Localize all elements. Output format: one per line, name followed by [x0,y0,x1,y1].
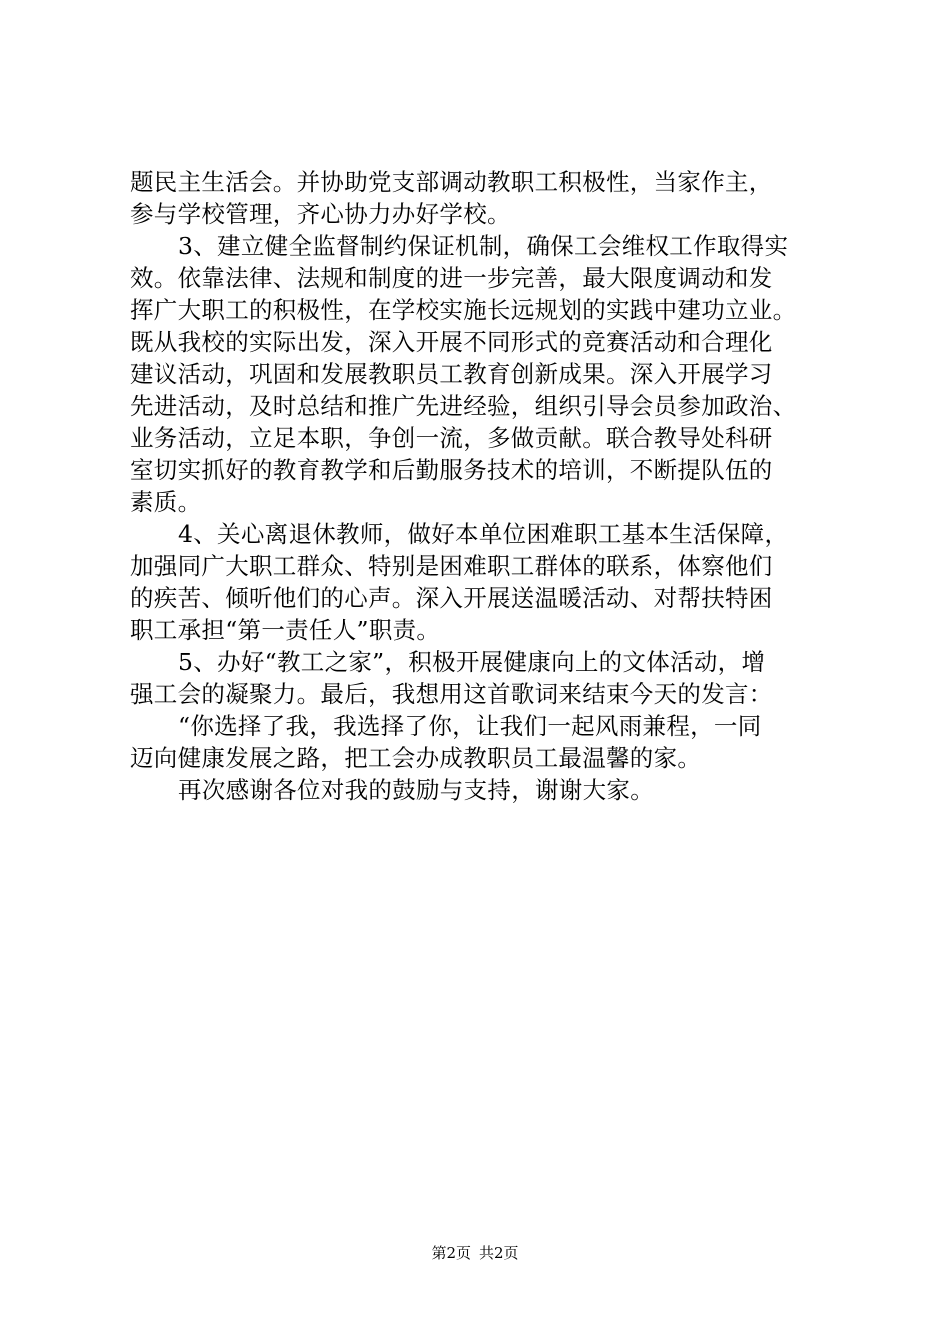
page-footer [0,1243,950,1263]
text-line: 的疾苦、倾听他们的心声。深入开展送温暖活动、对帮扶特困 [130,584,773,612]
text-line: 室切实抓好的教育教学和后勤服务技术的培训，不断提队伍的 [130,456,773,484]
text-line: 职工承担“第一责任人”职责。 [130,616,441,644]
document-body [130,166,830,806]
page-total: 共2页 [479,1244,519,1262]
text-line: 参与学校管理，齐心协力办好学校。 [130,200,511,228]
text-line: 题民主生活会。并协助党支部调动教职工积极性，当家作主， [130,168,773,196]
text-line: “你选择了我，我选择了你，让我们一起风雨兼程，一同 [178,712,762,740]
text-line: 加强同广大职工群众、特别是困难职工群体的联系，体察他们 [130,552,773,580]
text-line: 4、关心离退休教师，做好本单位困难职工基本生活保障， [178,520,789,548]
page-number: 第2页 [431,1244,471,1262]
text-line: 既从我校的实际出发，深入开展不同形式的竞赛活动和合理化 [130,328,773,356]
text-line: 先进活动，及时总结和推广先进经验，组织引导会员参加政治、 [130,392,797,420]
text-line: 业务活动，立足本职，争创一流，多做贡献。联合教导处科研 [130,424,773,452]
text-line: 效。依靠法律、法规和制度的进一步完善，最大限度调动和发 [130,264,773,292]
text-line: 5、办好“教工之家”，积极开展健康向上的文体活动，增 [178,648,766,676]
text-line: 建议活动，巩固和发展教职员工教育创新成果。深入开展学习 [130,360,773,388]
text-line: 挥广大职工的积极性，在学校实施长远规划的实践中建功立业。 [130,296,797,324]
text-line: 再次感谢各位对我的鼓励与支持，谢谢大家。 [178,776,654,804]
text-line: 强工会的凝聚力。最后，我想用这首歌词来结束今天的发言： [130,680,773,708]
text-line: 素质。 [130,488,202,516]
text-line: 3、建立健全监督制约保证机制，确保工会维权工作取得实 [178,232,789,260]
text-line: 迈向健康发展之路，把工会办成教职员工最温馨的家。 [130,744,702,772]
